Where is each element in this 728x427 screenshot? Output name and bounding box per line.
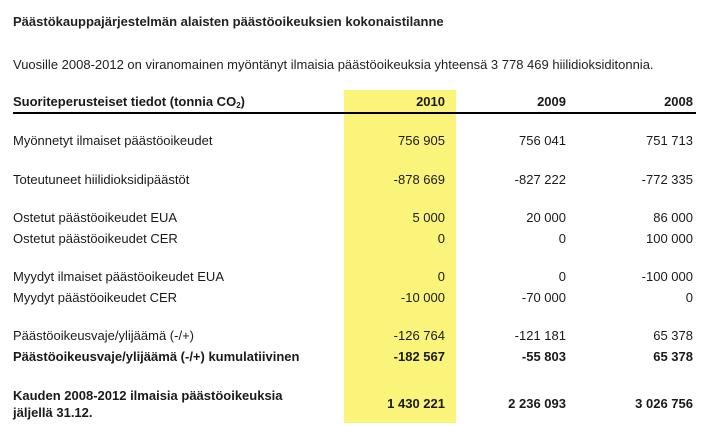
value-2009: 0 <box>558 231 566 246</box>
row-label: Päästöoikeusvaje/ylijäämä (-/+) kumulatiivinen <box>13 349 300 364</box>
value-2009: -70 000 <box>521 290 566 305</box>
value-2008: 65 378 <box>653 349 693 364</box>
value-2009: -121 181 <box>514 328 566 343</box>
header-year-2010: 2010 <box>416 94 445 109</box>
table-row <box>0 290 728 308</box>
header-year-2008: 2008 <box>664 94 693 109</box>
table-row <box>0 269 728 287</box>
value-2009: 2 236 093 <box>508 396 566 411</box>
row-label: Myydyt ilmaiset päästöoikeudet EUA <box>13 269 224 284</box>
table-row-total <box>0 349 728 367</box>
value-2010: 0 <box>437 231 445 246</box>
row-label: Kauden 2008-2012 ilmaisia päästöoikeuksia jäljellä 31.12. <box>13 388 283 420</box>
table-row <box>0 328 728 346</box>
value-2009: -55 803 <box>521 349 566 364</box>
row-label: Toteutuneet hiilidioksidipäästöt <box>13 172 190 187</box>
value-2010: 756 905 <box>398 133 445 148</box>
row-label: Päästöoikeusvaje/ylijäämä (-/+) <box>13 328 194 343</box>
row-label: Myönnetyt ilmaiset päästöoikeudet <box>13 133 213 148</box>
value-2009: 20 000 <box>526 210 566 225</box>
value-2008: 3 026 756 <box>635 396 693 411</box>
value-2008: 86 000 <box>653 210 693 225</box>
intro-text: Vuosille 2008-2012 on viranomainen myöntänyt ilmaisia päästöoikeuksia yhteensä 3 778 469 hiilidioksiditonnia. <box>13 57 654 72</box>
value-2010: -878 669 <box>393 172 445 187</box>
row-label: Ostetut päästöoikeudet EUA <box>13 210 178 225</box>
header-year-2009: 2009 <box>537 94 566 109</box>
table-row <box>0 210 728 228</box>
value-2008: 751 713 <box>646 133 693 148</box>
page-title: Päästökauppajärjestelmän alaisten päästöoikeuksien kokonaistilanne <box>13 14 444 29</box>
header-label: Suoriteperusteiset tiedot (tonnia $CO_2$) <box>13 94 245 110</box>
value-2009: 756 041 <box>519 133 566 148</box>
value-2008: 65 378 <box>653 328 693 343</box>
table-header-row <box>0 94 728 112</box>
value-2010: 1 430 221 <box>387 396 445 411</box>
value-2010: -126 764 <box>393 328 445 343</box>
row-label: Ostetut päästöoikeudet CER <box>13 231 178 246</box>
table-row <box>0 231 728 249</box>
value-2008: 100 000 <box>646 231 693 246</box>
table-row <box>0 133 728 151</box>
value-2010: -10 000 <box>400 290 445 305</box>
table-row <box>0 172 728 190</box>
value-2010: 5 000 <box>412 210 445 225</box>
value-2008: 0 <box>685 290 693 305</box>
value-2010: -182 567 <box>393 349 445 364</box>
value-2009: 0 <box>558 269 566 284</box>
table-row-remaining <box>0 387 728 421</box>
value-2010: 0 <box>437 269 445 284</box>
header-divider <box>13 112 696 114</box>
value-2008: -772 335 <box>641 172 693 187</box>
value-2009: -827 222 <box>514 172 566 187</box>
value-2008: -100 000 <box>641 269 693 284</box>
row-label: Myydyt päästöoikeudet CER <box>13 290 178 305</box>
